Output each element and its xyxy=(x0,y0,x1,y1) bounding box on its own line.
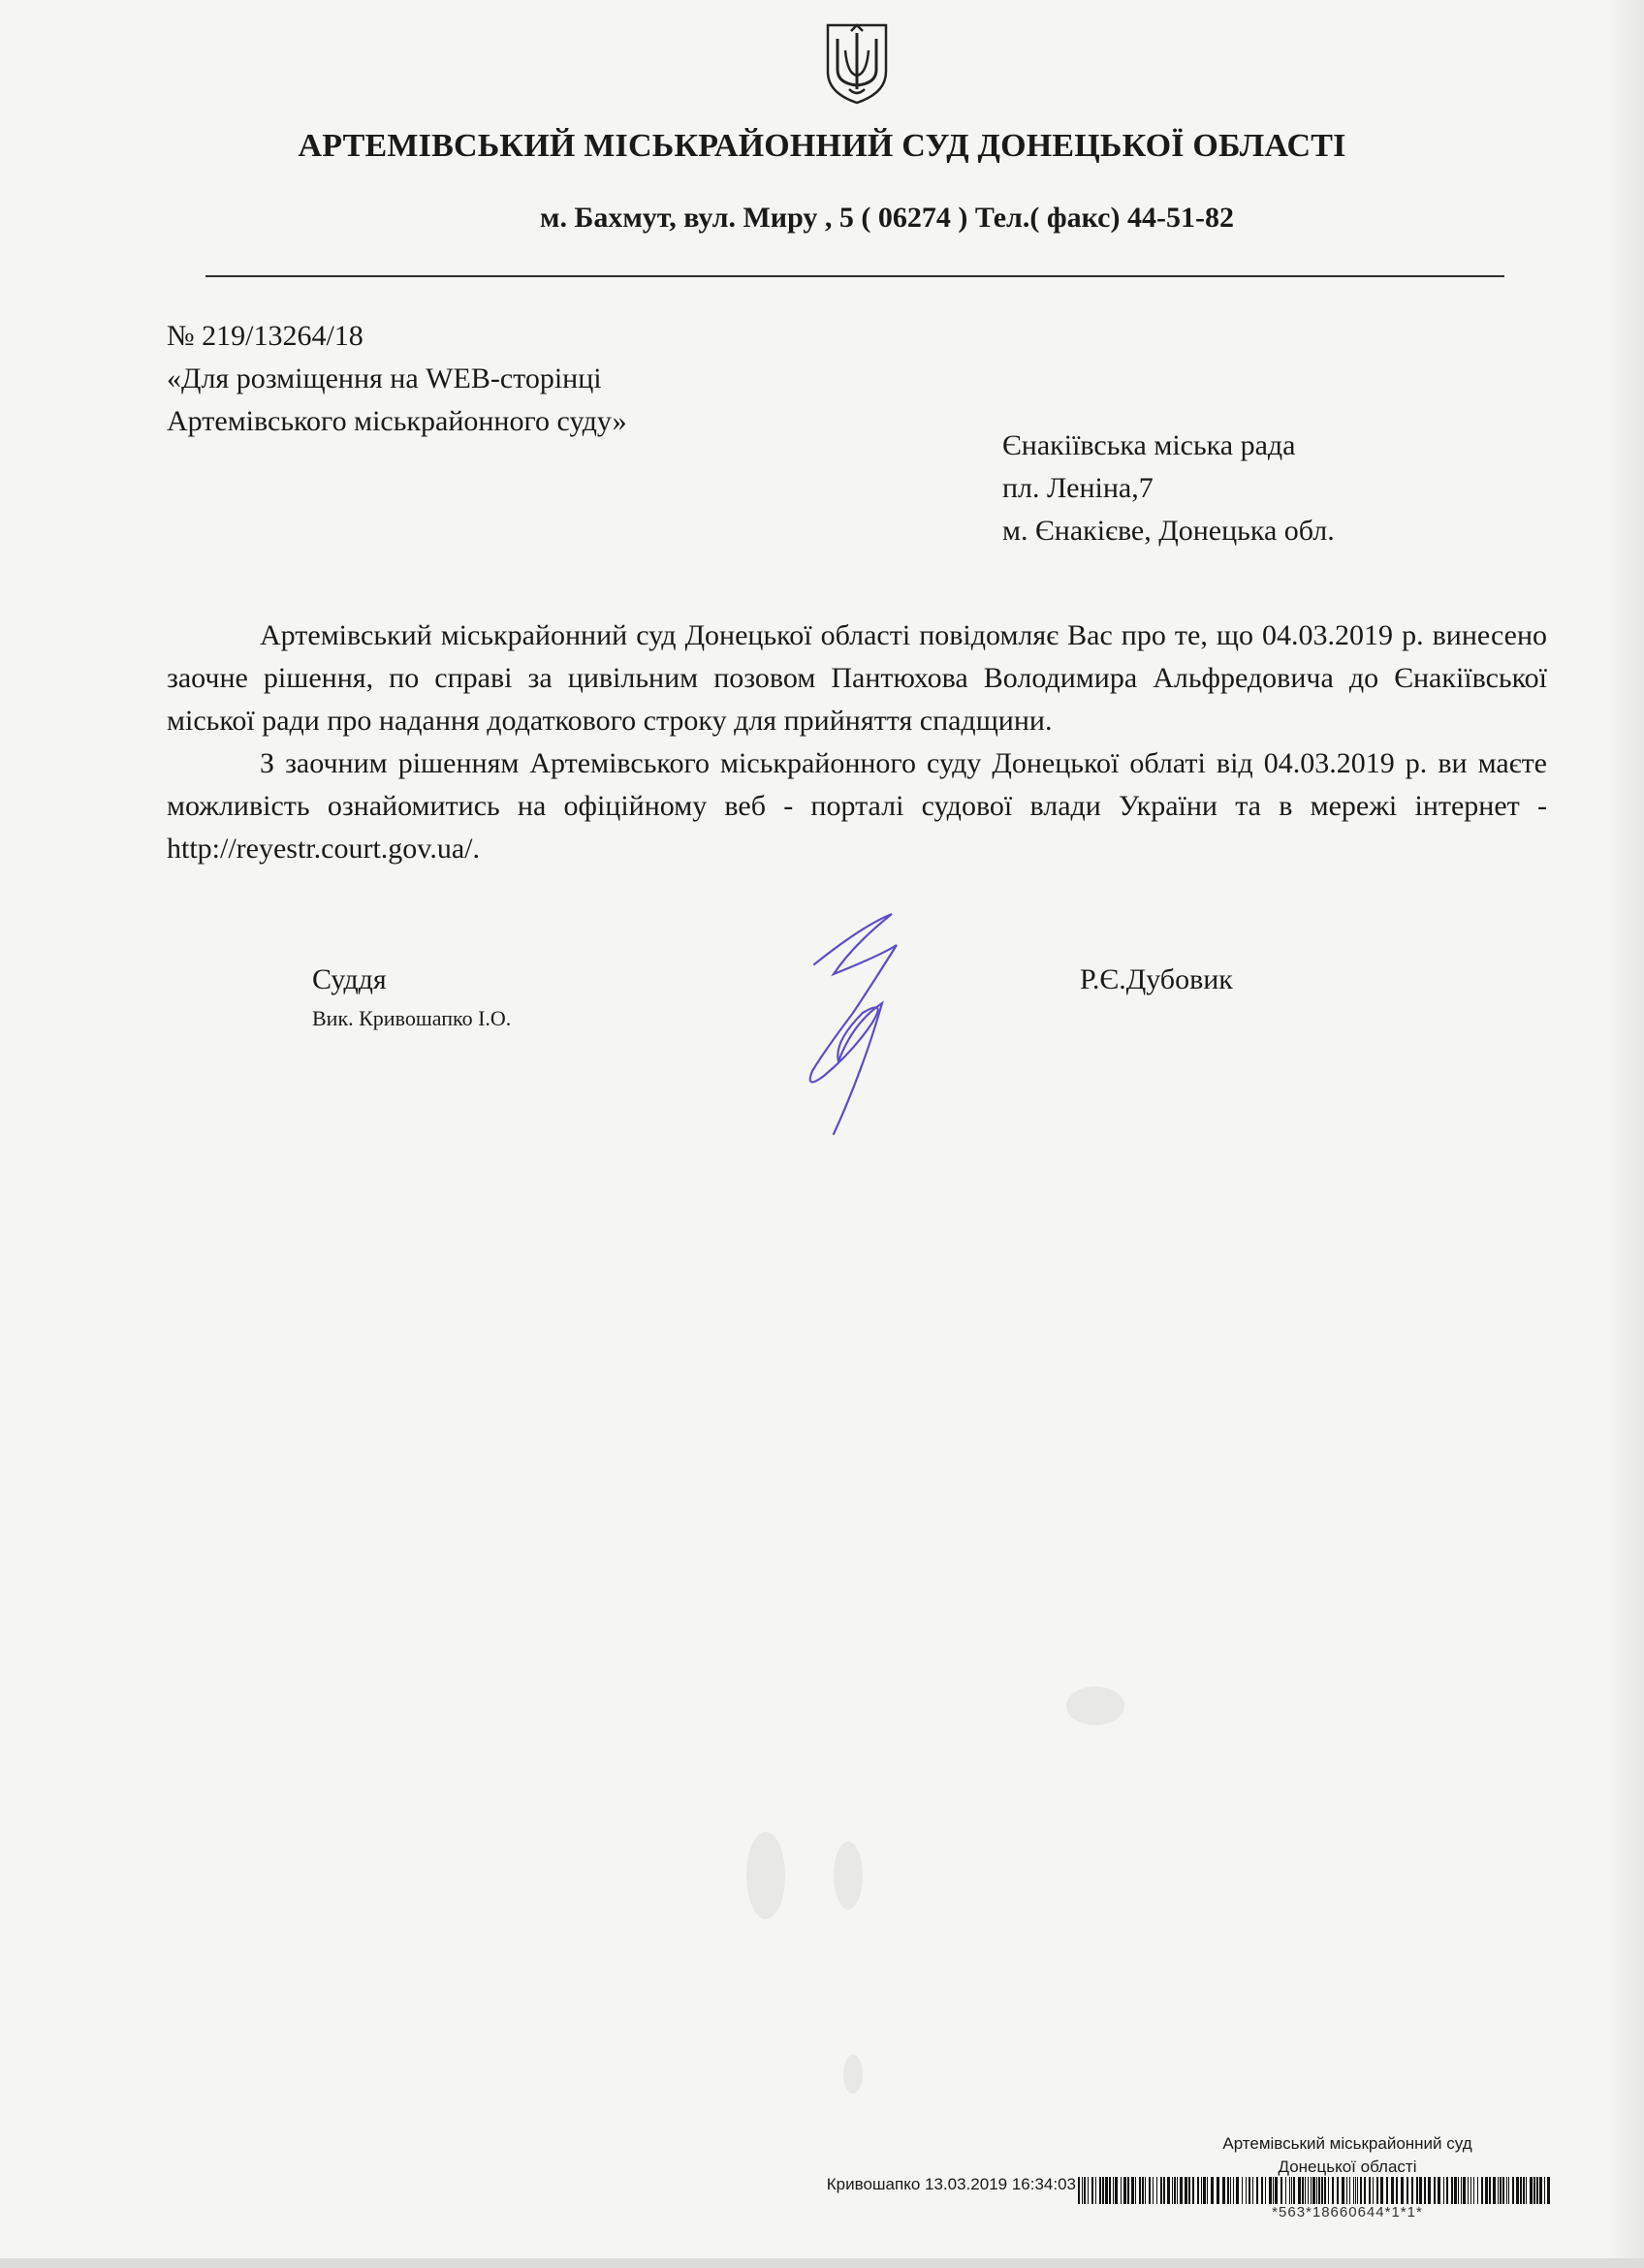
barcode-bar xyxy=(1308,2177,1309,2204)
barcode-bar xyxy=(1324,2177,1326,2204)
handwritten-signature xyxy=(795,906,921,1139)
recipient-line3: м. Єнакієве, Донецька обл. xyxy=(1002,515,1335,547)
barcode-bar xyxy=(1311,2177,1312,2204)
barcode-bar xyxy=(1536,2177,1538,2204)
barcode-bar xyxy=(1493,2177,1496,2204)
barcode-bar xyxy=(1207,2177,1208,2204)
scan-smudge xyxy=(834,1842,863,1909)
barcode-bar xyxy=(1485,2177,1488,2204)
body-paragraph-2: З заочним рішенням Артемівського міськрайонного суду Донецької облаті від 04.03.2019 р. ви маєте можливість ознайомитись на офіційному веб - порталі судової влади України та в мережі інтернет - http://reyestr.court.gov.ua/. xyxy=(167,747,1547,865)
barcode-bar xyxy=(1337,2177,1339,2204)
reference-block xyxy=(167,315,627,443)
trident-coat-of-arms-icon xyxy=(822,21,892,105)
barcode-bar xyxy=(1289,2177,1290,2204)
barcode-bar xyxy=(1084,2177,1086,2204)
barcode-bar xyxy=(1082,2177,1083,2204)
barcode-bar xyxy=(1123,2177,1126,2204)
barcode-bar xyxy=(1261,2177,1263,2204)
barcode-bar xyxy=(1163,2177,1165,2204)
barcode-bar xyxy=(1242,2177,1243,2204)
barcode-bar xyxy=(1470,2177,1471,2204)
barcode-bar xyxy=(1139,2177,1141,2204)
stamp-court-line2: Донецької області xyxy=(1278,2158,1417,2176)
barcode-bar xyxy=(1477,2177,1478,2204)
barcode-bar xyxy=(1197,2177,1199,2204)
barcode-bar xyxy=(1424,2177,1426,2204)
barcode-bar xyxy=(1177,2177,1178,2204)
scan-smudge xyxy=(746,1832,785,1919)
barcode-bar xyxy=(1160,2177,1162,2204)
barcode-bar xyxy=(1185,2177,1187,2204)
barcode-bar xyxy=(1533,2177,1535,2204)
barcode-bar xyxy=(1305,2177,1306,2204)
barcode-bar xyxy=(1530,2177,1533,2204)
web-note-line2: Артемівського міськрайонного суду» xyxy=(167,405,627,437)
court-address: м. Бахмут, вул. Миру , 5 ( 06274 ) Тел.( факс) 44-51-82 xyxy=(540,202,1234,234)
barcode-bar xyxy=(1500,2177,1502,2204)
barcode-bar xyxy=(1249,2177,1250,2204)
executor-name: Вик. Кривошапко І.О. xyxy=(312,1006,512,1030)
barcode-bar xyxy=(1446,2177,1448,2204)
recipient-block xyxy=(1002,425,1335,552)
judge-role: Суддя xyxy=(312,963,387,995)
registry-stamp xyxy=(1154,2132,1541,2179)
barcode-bar xyxy=(1369,2177,1371,2204)
stamp-court-line1: Артемівський міськрайонний суд xyxy=(1222,2134,1472,2153)
barcode-bar xyxy=(1236,2177,1239,2204)
barcode-bar xyxy=(1099,2177,1101,2204)
barcode-bar xyxy=(1127,2177,1129,2204)
barcode-bar xyxy=(1516,2177,1519,2204)
body-paragraph-1: Артемівський міськрайонний суд Донецької області повідомляє Вас про те, що 04.03.2019 р. винесено заочне рішення, по справі за цивільним позовом Пантюхова Володимира Альфредовича до Єнакіївської міської ради про надання додаткового строку для прийняття спадщини. xyxy=(167,619,1547,737)
barcode-bar xyxy=(1298,2177,1301,2204)
barcode-bar xyxy=(1201,2177,1202,2204)
web-note-line1: «Для розміщення на WEB-сторінці xyxy=(167,362,602,394)
barcode-bar xyxy=(1434,2177,1436,2204)
barcode-bar xyxy=(1121,2177,1122,2204)
barcode-bar xyxy=(1481,2177,1483,2204)
barcode-bar xyxy=(1463,2177,1466,2204)
barcode-bar xyxy=(1544,2177,1545,2204)
barcode-bar xyxy=(1411,2177,1413,2204)
recipient-line1: Єнакіївська міська рада xyxy=(1002,429,1296,461)
barcode-bar xyxy=(1217,2177,1219,2204)
barcode-bar xyxy=(1142,2177,1144,2204)
barcode-bar xyxy=(1353,2177,1354,2204)
barcode-bar xyxy=(1451,2177,1453,2204)
barcode-bar xyxy=(1285,2177,1286,2204)
barcode-bar xyxy=(1265,2177,1266,2204)
barcode-bar xyxy=(1115,2177,1118,2204)
barcode-bar xyxy=(1180,2177,1183,2204)
barcode-bar xyxy=(1302,2177,1304,2204)
header-divider xyxy=(206,275,1504,277)
barcode-bar xyxy=(1386,2177,1388,2204)
stamp-meta: Кривошапко 13.03.2019 16:34:03 xyxy=(826,2175,1076,2193)
barcode-bar xyxy=(1172,2177,1173,2204)
barcode-bar xyxy=(1416,2177,1418,2204)
barcode-bar xyxy=(1547,2177,1550,2204)
barcode-bar xyxy=(1269,2177,1272,2204)
barcode-bar xyxy=(1316,2177,1317,2204)
court-title: АРТЕМІВСЬКИЙ МІСЬКРАЙОННИЙ СУД ДОНЕЦЬКОЇ ОБЛАСТІ xyxy=(298,128,1346,164)
barcode-bar xyxy=(1230,2177,1231,2204)
barcode-bar xyxy=(1246,2177,1247,2204)
barcode-bar xyxy=(1167,2177,1170,2204)
barcode-bar xyxy=(1174,2177,1176,2204)
barcode-bar xyxy=(1508,2177,1509,2204)
letter-body xyxy=(167,614,1547,870)
scan-smudge xyxy=(843,2055,863,2094)
barcode-bar xyxy=(1373,2177,1374,2204)
barcode-bar xyxy=(1145,2177,1146,2204)
barcode-bar xyxy=(1273,2177,1274,2204)
barcode-bar xyxy=(1489,2177,1491,2204)
barcode-bar xyxy=(1506,2177,1507,2204)
barcode-bar xyxy=(1419,2177,1422,2204)
scan-bottom-edge xyxy=(0,2258,1644,2268)
barcode-bar xyxy=(1461,2177,1462,2204)
barcode-bar xyxy=(1192,2177,1194,2204)
barcode-bar xyxy=(1342,2177,1344,2204)
barcode-bar xyxy=(1512,2177,1514,2204)
barcode-bar xyxy=(1318,2177,1320,2204)
barcode-bar xyxy=(1293,2177,1295,2204)
barcode-bar xyxy=(1211,2177,1214,2204)
barcode-bar xyxy=(1523,2177,1525,2204)
recipient-line2: пл. Леніна,7 xyxy=(1002,472,1154,504)
barcode-bar xyxy=(1454,2177,1457,2204)
barcode-bar xyxy=(1502,2177,1504,2204)
barcode-bar xyxy=(1091,2177,1093,2204)
scan-edge-shadow xyxy=(1605,0,1644,2268)
barcode-bar xyxy=(1401,2177,1404,2204)
barcode-bar xyxy=(1349,2177,1350,2204)
barcode-bar xyxy=(1328,2177,1329,2204)
judge-name: Р.Є.Дубовик xyxy=(1080,963,1233,995)
barcode-bar xyxy=(1109,2177,1111,2204)
barcode-bar xyxy=(1498,2177,1499,2204)
barcode-number: *563*18660644*1*1* xyxy=(1272,2204,1423,2221)
barcode-bar xyxy=(1364,2177,1366,2204)
barcode-bar xyxy=(1468,2177,1469,2204)
barcode-bar xyxy=(1346,2177,1347,2204)
barcode-bar xyxy=(1280,2177,1282,2204)
barcode-bar xyxy=(1539,2177,1542,2204)
barcode-bar xyxy=(1332,2177,1334,2204)
barcode-bar xyxy=(1458,2177,1459,2204)
case-number: № 219/13264/18 xyxy=(167,320,364,352)
barcode-bar xyxy=(1473,2177,1474,2204)
barcode-bar xyxy=(1233,2177,1234,2204)
barcode-bar xyxy=(1360,2177,1362,2204)
barcode-bar xyxy=(1291,2177,1292,2204)
barcode-bar xyxy=(1156,2177,1157,2204)
barcode-bar xyxy=(1088,2177,1089,2204)
barcode-bar xyxy=(1095,2177,1096,2204)
barcode-bar xyxy=(1203,2177,1206,2204)
barcode-bar xyxy=(1355,2177,1356,2204)
barcode-bar xyxy=(1443,2177,1444,2204)
barcode-bar xyxy=(1380,2177,1383,2204)
barcode-bar xyxy=(1222,2177,1225,2204)
barcode-bar xyxy=(1438,2177,1440,2204)
barcode-bar xyxy=(1149,2177,1151,2204)
barcode-bar xyxy=(1275,2177,1278,2204)
barcode-bar xyxy=(1391,2177,1394,2204)
barcode-bar xyxy=(1102,2177,1104,2204)
barcode-bar xyxy=(1227,2177,1229,2204)
barcode-bar xyxy=(1396,2177,1398,2204)
barcode-bar xyxy=(1428,2177,1431,2204)
barcode-bar xyxy=(1407,2177,1408,2204)
barcode-bar xyxy=(1131,2177,1134,2204)
barcode xyxy=(1078,2177,1551,2204)
barcode-bar xyxy=(1105,2177,1108,2204)
scan-smudge xyxy=(1066,1686,1124,1725)
barcode-bar xyxy=(1376,2177,1378,2204)
barcode-bar xyxy=(1135,2177,1136,2204)
barcode-bar xyxy=(1520,2177,1522,2204)
barcode-bar xyxy=(1252,2177,1253,2204)
barcode-bar xyxy=(1321,2177,1323,2204)
barcode-bar xyxy=(1188,2177,1190,2204)
barcode-bar xyxy=(1078,2177,1080,2204)
barcode-bar xyxy=(1312,2177,1315,2204)
barcode-bar xyxy=(1357,2177,1358,2204)
barcode-bar xyxy=(1153,2177,1154,2204)
barcode-bar xyxy=(1256,2177,1258,2204)
barcode-bar xyxy=(1526,2177,1527,2204)
barcode-bar xyxy=(1113,2177,1114,2204)
